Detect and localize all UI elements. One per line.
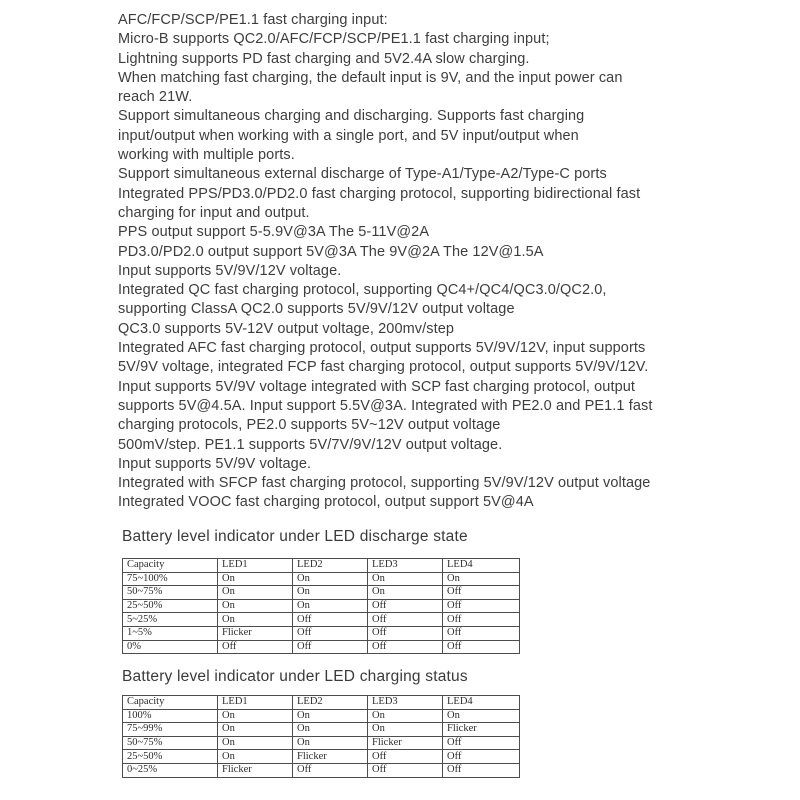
spec-text-line: reach 21W. (118, 89, 193, 106)
discharge-led-table (122, 558, 520, 654)
table-cell: On (293, 709, 368, 723)
table-row (123, 626, 520, 640)
table-cell-header: LED4 (443, 559, 520, 573)
spec-text-line: Integrated QC fast charging protocol, supporting QC4+/QC4/QC3.0/QC2.0, (118, 282, 607, 299)
spec-text-line: charging for input and output. (118, 204, 310, 221)
table-cell: On (368, 586, 443, 600)
spec-text-line: Input supports 5V/9V/12V voltage. (118, 262, 342, 279)
table-cell: Off (293, 613, 368, 627)
table-cell: Off (443, 763, 520, 777)
spec-text-line: Support simultaneous charging and discharging. Supports fast charging (118, 108, 585, 125)
table-cell: Off (443, 750, 520, 764)
table-row (123, 640, 520, 654)
table-cell: On (293, 723, 368, 737)
spec-text-line: 500mV/step. PE1.1 supports 5V/7V/9V/12V output voltage. (118, 436, 503, 453)
spec-text-line: Micro-B supports QC2.0/AFC/FCP/SCP/PE1.1 fast charging input; (118, 31, 550, 48)
table-cell: Off (368, 613, 443, 627)
spec-text-line: When matching fast charging, the default input is 9V, and the input power can (118, 69, 623, 86)
table-cell: Off (368, 599, 443, 613)
table-cell: On (368, 709, 443, 723)
table-cell-header: LED4 (443, 696, 520, 710)
table-cell-header: LED2 (293, 559, 368, 573)
table-cell: 1~5% (123, 626, 218, 640)
table-cell: 5~25% (123, 613, 218, 627)
table-row (123, 736, 520, 750)
spec-text-line: 5V/9V voltage, integrated FCP fast charging protocol, output supports 5V/9V/12V. (118, 359, 649, 376)
spec-text-line: Support simultaneous external discharge of Type-A1/Type-A2/Type-C ports (118, 166, 607, 183)
spec-text-line: supporting ClassA QC2.0 supports 5V/9V/12V output voltage (118, 301, 515, 318)
table-cell-header: LED3 (368, 559, 443, 573)
table-cell: On (218, 723, 293, 737)
table-cell-header: Capacity (123, 696, 218, 710)
table-cell: On (218, 572, 293, 586)
table-cell: Off (368, 640, 443, 654)
table-row (123, 599, 520, 613)
table-cell: On (443, 572, 520, 586)
spec-text-line: QC3.0 supports 5V-12V output voltage, 200mv/step (118, 320, 455, 337)
table-cell: Off (368, 763, 443, 777)
spec-text-line: Input supports 5V/9V voltage. (118, 455, 312, 472)
table-cell-header: LED1 (218, 696, 293, 710)
table-cell-header: LED3 (368, 696, 443, 710)
table-cell: On (218, 599, 293, 613)
table-cell: Off (443, 640, 520, 654)
table-row (123, 613, 520, 627)
table-cell: Flicker (443, 723, 520, 737)
table-cell: 50~75% (123, 736, 218, 750)
table-row (123, 572, 520, 586)
table-row (123, 586, 520, 600)
table-cell: Flicker (218, 763, 293, 777)
discharge-table-title: Battery level indicator under LED discharge state (122, 528, 468, 545)
table-cell: On (218, 750, 293, 764)
table-cell: 100% (123, 709, 218, 723)
table-cell: On (218, 736, 293, 750)
spec-text-line: Integrated PPS/PD3.0/PD2.0 fast charging protocol, supporting bidirectional fast (118, 185, 641, 202)
table-cell: 25~50% (123, 599, 218, 613)
table-cell: Off (218, 640, 293, 654)
table-cell: Off (443, 626, 520, 640)
table-row (123, 763, 520, 777)
table-cell: Flicker (218, 626, 293, 640)
spec-text-line: Integrated VOOC fast charging protocol, output support 5V@4A (118, 494, 534, 511)
table-cell: On (218, 709, 293, 723)
table-cell: Off (443, 613, 520, 627)
table-cell: 0% (123, 640, 218, 654)
table-cell: On (218, 613, 293, 627)
spec-text-line: supports 5V@4.5A. Input support 5.5V@3A. Integrated with PE2.0 and PE1.1 fast (118, 397, 653, 414)
table-cell: Off (293, 640, 368, 654)
table-cell: On (293, 599, 368, 613)
table-cell: On (293, 572, 368, 586)
table-cell: On (293, 736, 368, 750)
table-row-header (123, 559, 520, 573)
table-row (123, 723, 520, 737)
spec-text-line: Input supports 5V/9V voltage integrated with SCP fast charging protocol, output (118, 378, 636, 395)
table-cell: Off (368, 750, 443, 764)
table-cell-header: LED1 (218, 559, 293, 573)
charging-table-title: Battery level indicator under LED charging status (122, 668, 468, 685)
table-cell: On (443, 709, 520, 723)
spec-text-line: charging protocols, PE2.0 supports 5V~12V output voltage (118, 417, 501, 434)
table-cell: Off (368, 626, 443, 640)
table-cell: Off (293, 626, 368, 640)
table-cell: On (218, 586, 293, 600)
table-row-header (123, 696, 520, 710)
table-cell: Flicker (293, 750, 368, 764)
spec-text-line: Integrated AFC fast charging protocol, output supports 5V/9V/12V, input supports (118, 340, 646, 357)
table-cell: On (368, 723, 443, 737)
table-cell: 75~99% (123, 723, 218, 737)
table-cell: Off (443, 599, 520, 613)
table-cell-header: LED2 (293, 696, 368, 710)
table-cell: 50~75% (123, 586, 218, 600)
charging-led-table (122, 695, 520, 778)
table-cell: 25~50% (123, 750, 218, 764)
table-cell: Off (443, 586, 520, 600)
table-cell: Flicker (368, 736, 443, 750)
spec-text-block (118, 11, 758, 513)
table-cell: Off (443, 736, 520, 750)
table-cell: 75~100% (123, 572, 218, 586)
table-cell: Off (293, 763, 368, 777)
table-cell: On (293, 586, 368, 600)
table-cell-header: Capacity (123, 559, 218, 573)
spec-text-line: input/output when working with a single port, and 5V input/output when (118, 127, 579, 144)
spec-text-line: PD3.0/PD2.0 output support 5V@3A The 9V@2A The 12V@1.5A (118, 243, 544, 260)
table-cell: On (368, 572, 443, 586)
table-cell: 0~25% (123, 763, 218, 777)
spec-text-line: Lightning supports PD fast charging and 5V2.4A slow charging. (118, 50, 530, 67)
spec-text-line: Integrated with SFCP fast charging protocol, supporting 5V/9V/12V output voltage (118, 475, 651, 492)
spec-text-line: AFC/FCP/SCP/PE1.1 fast charging input: (118, 12, 388, 28)
spec-text-line: working with multiple ports. (118, 147, 295, 164)
table-row (123, 709, 520, 723)
table-row (123, 750, 520, 764)
spec-text-line: PPS output support 5-5.9V@3A The 5-11V@2A (118, 224, 430, 241)
